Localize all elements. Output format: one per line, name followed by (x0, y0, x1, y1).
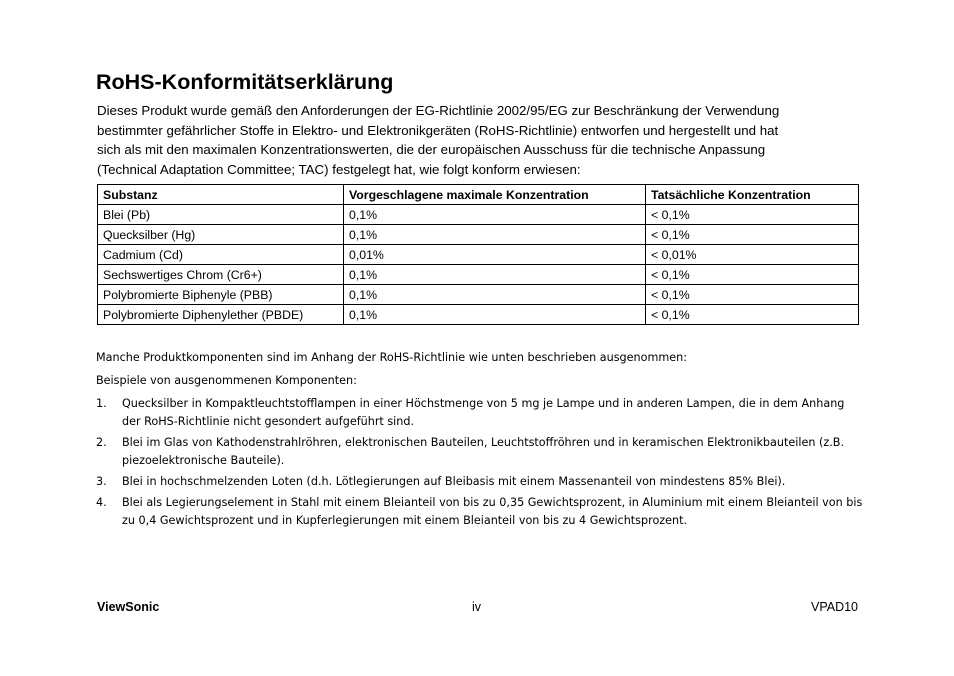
cell-max-concentration: 0,1% (344, 285, 646, 305)
cell-actual-concentration: < 0,1% (646, 225, 859, 245)
list-item-number: 4. (96, 496, 107, 509)
footer-model: VPAD10 (810, 600, 858, 614)
footer-brand: ViewSonic (97, 600, 160, 614)
column-header-actual-concentration: Tatsächliche Konzentration (646, 185, 859, 205)
intro-line: Dieses Produkt wurde gemäß den Anforderungen der EG-Richtlinie 2002/95/EG zur Beschränkung der Verwendung (97, 103, 780, 118)
cell-actual-concentration: < 0,1% (646, 205, 859, 225)
table-row (98, 205, 859, 225)
table-row (98, 265, 859, 285)
cell-substance: Polybromierte Biphenyle (PBB) (98, 285, 344, 305)
cell-actual-concentration: < 0,1% (646, 265, 859, 285)
table-row (98, 305, 859, 325)
list-item-text: Quecksilber in Kompaktleuchtstofflampen in einer Höchstmenge von 5 mg je Lampe und in anderen Lampen, die in dem Anhang der RoHS-Richtlinie nicht gesondert aufgeführt sind. (122, 397, 845, 428)
list-item (96, 473, 866, 491)
table-row (98, 225, 859, 245)
list-item (96, 494, 866, 530)
cell-substance: Cadmium (Cd) (98, 245, 344, 265)
intro-paragraph (97, 101, 779, 179)
cell-substance: Quecksilber (Hg) (98, 225, 344, 245)
cell-actual-concentration: < 0,1% (646, 305, 859, 325)
exemptions-intro: Manche Produktkomponenten sind im Anhang der RoHS-Richtlinie wie unten beschrieben ausgenommen: (96, 351, 687, 364)
exemptions-section (96, 349, 866, 533)
column-header-substance: Substanz (98, 185, 344, 205)
column-header-max-concentration: Vorgeschlagene maximale Konzentration (344, 185, 646, 205)
list-item-text: Blei als Legierungselement in Stahl mit einem Bleianteil von bis zu 0,35 Gewichtsprozent, in Aluminium mit einem Bleianteil von bis zu 0,4 Gewichtsprozent und in Kupferlegierungen mit einem Bleianteil von bis zu 4 Gewichtsprozent. (122, 496, 863, 527)
cell-actual-concentration: < 0,01% (646, 245, 859, 265)
substance-table (97, 184, 859, 325)
list-item (96, 434, 866, 470)
list-item-number: 1. (96, 397, 107, 410)
intro-line: bestimmter gefährlicher Stoffe in Elektro- und Elektronikgeräten (RoHS-Richtlinie) entworfen und hergestellt und hat (97, 122, 779, 138)
footer-page-number: iv (472, 600, 482, 614)
cell-max-concentration: 0,01% (344, 245, 646, 265)
cell-max-concentration: 0,1% (344, 265, 646, 285)
intro-line: sich als mit den maximalen Konzentrationswerten, die der europäischen Ausschuss für die technische Anpassung (97, 142, 766, 157)
cell-max-concentration: 0,1% (344, 205, 646, 225)
cell-substance: Blei (Pb) (98, 205, 344, 225)
page-title: RoHS-Konformitätserklärung (96, 70, 394, 94)
table-row (98, 245, 859, 265)
list-item-number: 3. (96, 475, 107, 488)
intro-line: (Technical Adaptation Committee; TAC) festgelegt hat, wie folgt konform erwiesen: (97, 161, 581, 177)
cell-substance: Polybromierte Diphenylether (PBDE) (98, 305, 344, 325)
cell-actual-concentration: < 0,1% (646, 285, 859, 305)
list-item-text: Blei im Glas von Kathodenstrahlröhren, elektronischen Bauteilen, Leuchtstoffröhren und in keramischen Elektronikbauteilen (z.B. piezoelektronische Bauteile). (122, 436, 845, 467)
list-item-text: Blei in hochschmelzenden Loten (d.h. Lötlegierungen auf Bleibasis mit einem Massenanteil von mindestens 85% Blei). (122, 475, 786, 488)
cell-max-concentration: 0,1% (344, 225, 646, 245)
cell-substance: Sechswertiges Chrom (Cr6+) (98, 265, 344, 285)
exemptions-examples-heading: Beispiele von ausgenommenen Komponenten: (96, 374, 357, 387)
table-header-row (98, 185, 859, 205)
table-row (98, 285, 859, 305)
cell-max-concentration: 0,1% (344, 305, 646, 325)
list-item-number: 2. (96, 436, 107, 449)
exemptions-list (96, 395, 866, 530)
list-item (96, 395, 866, 431)
